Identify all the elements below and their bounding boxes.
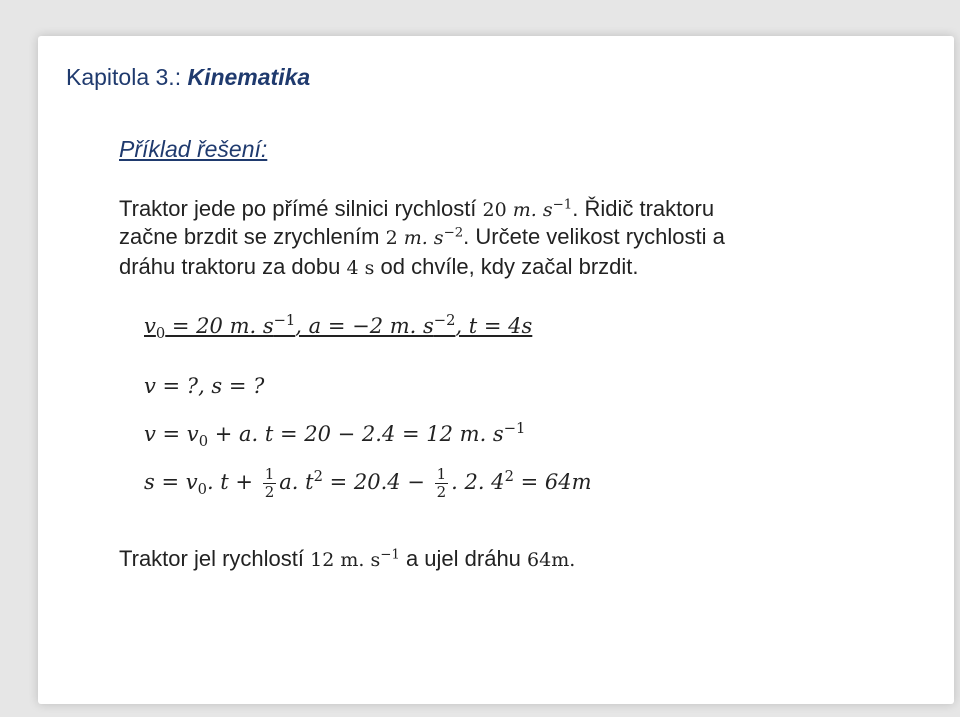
given-values: $v_0 = 20$ m. $s^{-1}$, a = −2 m. $s^{-2}$, t = 4s [144, 312, 533, 343]
answer-text: a ujel dráhu [405, 546, 521, 571]
problem-text: od chvíle, kdy začal brzdit. [380, 254, 639, 279]
problem-line-3 [119, 254, 639, 280]
final-speed: 12 m. $s^{-1}$ [310, 547, 400, 571]
answer-line [119, 546, 575, 572]
final-distance: 64m. [527, 549, 576, 571]
problem-line-2 [119, 224, 725, 250]
problem-text: dráhu traktoru za dobu [119, 254, 341, 279]
fraction-half: $\frac{1}{2}$ [264, 465, 275, 501]
unknowns: v = ?, s = ? [144, 374, 265, 398]
problem-text: začne brzdit se zrychlením [119, 224, 380, 249]
problem-text: Traktor jede po přímé silnici rychlostí [119, 196, 477, 221]
initial-speed: 20 m. $s^{-1}$ [482, 197, 573, 221]
acceleration: 2 m. $s^{-2}$ [385, 225, 464, 249]
chapter-title [66, 64, 310, 91]
distance-equation: $s = v_0$. t + $\frac{1}{2}$ a. $t^2 = 20.4$ − $\frac{1}{2}$ . 2. $4^2 = 64m$ [144, 465, 592, 501]
fraction-half: $\frac{1}{2}$ [436, 465, 447, 501]
chapter-topic: Kinematika [187, 64, 311, 90]
problem-text: . Určete velikost rychlosti a [463, 224, 725, 249]
slide [38, 36, 954, 704]
velocity-equation: $v = v_0 + a$. t = 20 − 2.4 = 12 m. $s^{-1}$ [144, 420, 526, 451]
problem-line-1 [119, 196, 714, 222]
section-heading: Příklad řešení: [119, 136, 268, 162]
answer-text: Traktor jel rychlostí [119, 546, 305, 571]
time-value: 4 s [346, 257, 375, 279]
problem-text: . Řidič traktoru [572, 196, 715, 221]
chapter-label: Kapitola 3.: [66, 64, 188, 90]
